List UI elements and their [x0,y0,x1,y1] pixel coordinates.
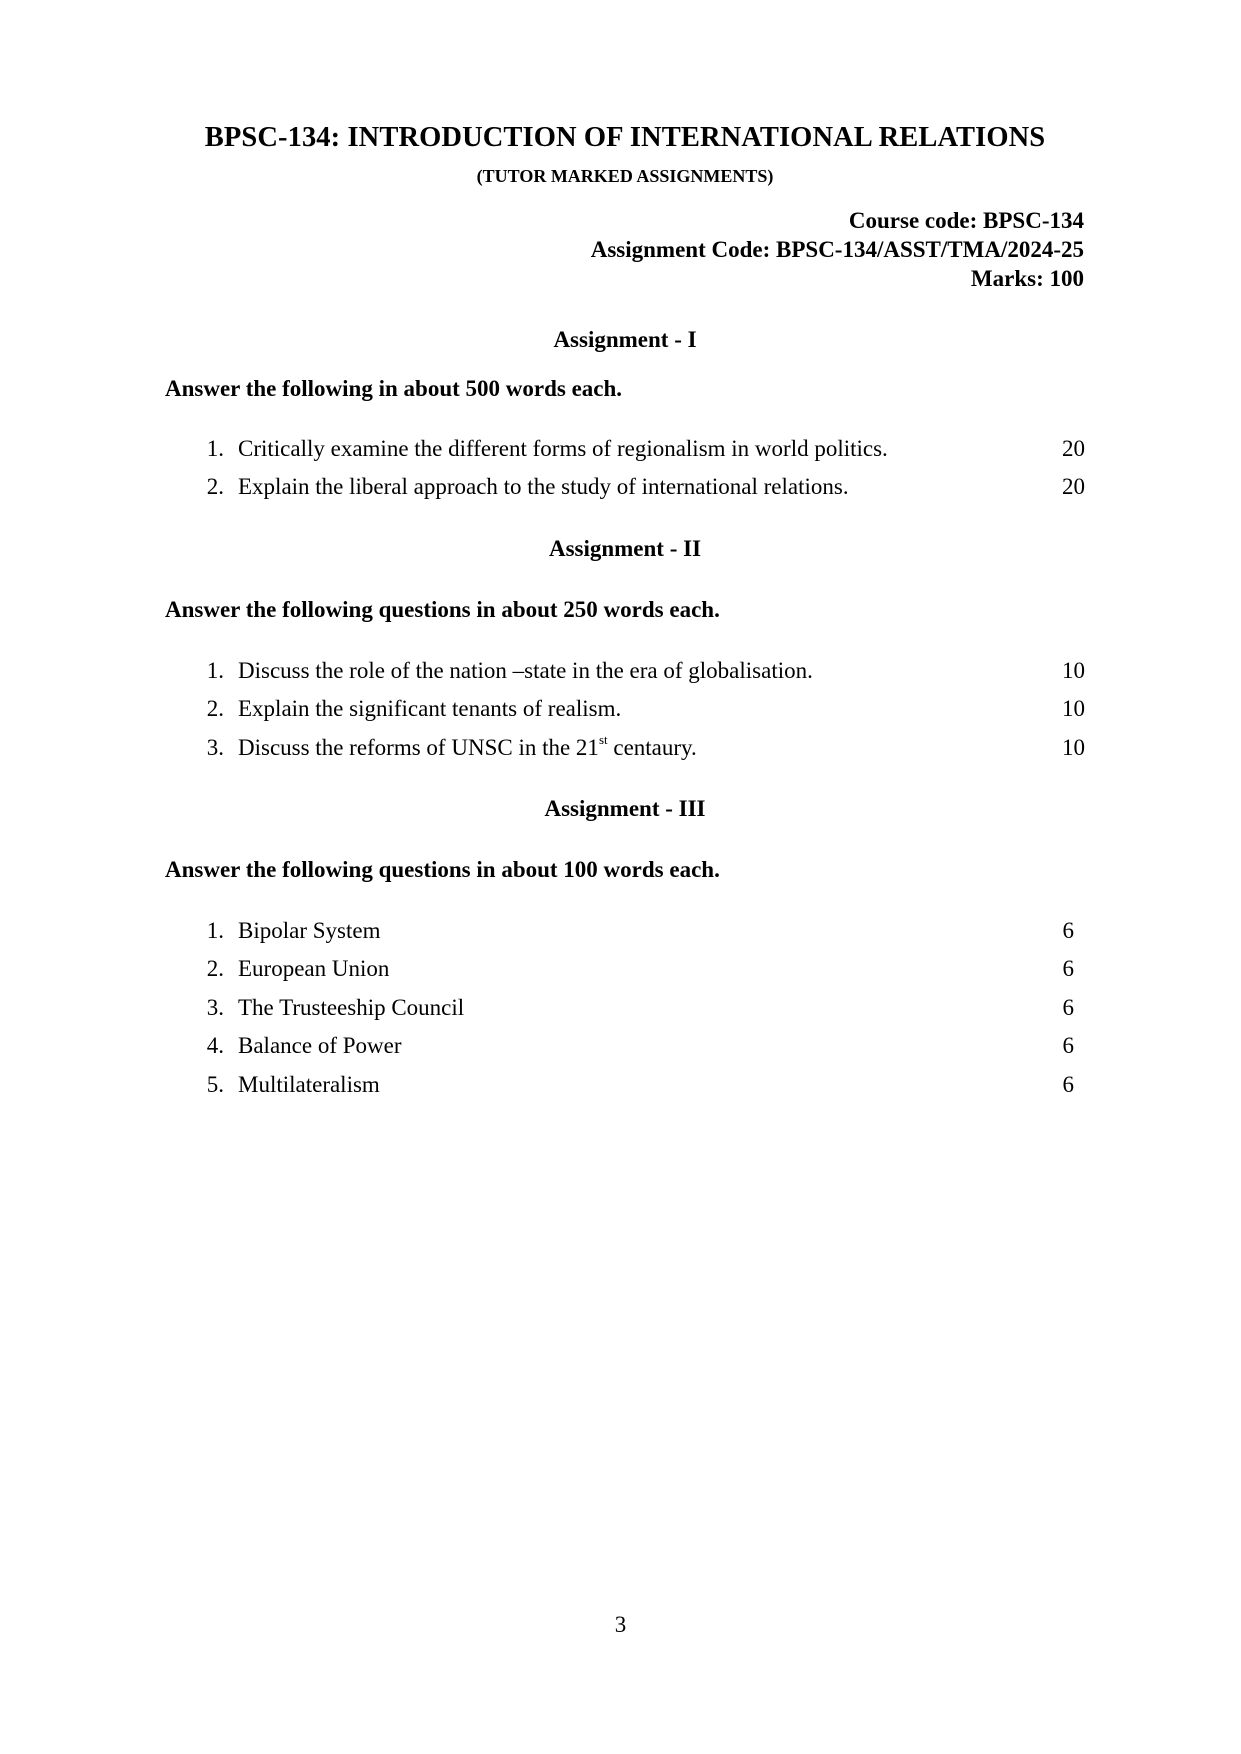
question-text: Multilateralism [238,1072,380,1097]
question-row [200,732,1085,767]
question-marks: 10 [1062,658,1085,683]
question-marks: 6 [1062,1072,1074,1097]
question-number: 2. [206,696,224,721]
question-row [200,995,1085,1027]
question-marks: 6 [1062,918,1074,943]
question-text: The Trusteeship Council [238,995,465,1020]
question-row [200,1033,1085,1065]
question-text: Explain the liberal approach to the study of international relations. [238,474,849,499]
question-number: 5. [206,1072,224,1097]
question-row [200,956,1085,988]
question-marks: 10 [1062,696,1085,721]
question-row [200,436,1085,468]
question-text [238,732,697,761]
question-text: Discuss the role of the nation –state in the era of globalisation. [238,658,813,683]
question-number: 1. [206,658,224,683]
assignment-3-instruction: Answer the following questions in about 100 words each. [165,857,720,882]
question-row [200,918,1085,950]
question-number: 1. [206,436,224,461]
question-text: European Union [238,956,390,981]
assignment-2-instruction: Answer the following questions in about 250 words each. [165,597,720,622]
ordinal-superscript: st [598,732,608,748]
question-text-tail: centaury. [607,735,697,760]
assignment-2-heading: Assignment - II [548,536,702,561]
question-row [200,696,1085,728]
question-marks: 20 [1062,436,1085,461]
question-text-main: Discuss the reforms of UNSC in the 21 [238,735,599,760]
assignment-1-heading: Assignment - I [553,327,697,352]
question-text: Balance of Power [238,1033,402,1058]
question-marks: 20 [1062,474,1085,499]
question-marks: 6 [1062,956,1074,981]
question-text: Critically examine the different forms of regionalism in world politics. [238,436,888,461]
total-marks: Marks: 100 [970,266,1084,291]
question-marks: 10 [1062,735,1085,760]
question-marks: 6 [1062,995,1074,1020]
question-text: Bipolar System [238,918,381,943]
question-row [200,658,1085,690]
question-number: 2. [206,474,224,499]
question-number: 2. [206,956,224,981]
question-row [200,1072,1085,1104]
question-row [200,474,1085,506]
question-number: 1. [206,918,224,943]
page-number: 3 [614,1612,627,1637]
document-title: BPSC-134: INTRODUCTION OF INTERNATIONAL RELATIONS [204,122,1046,153]
question-text: Explain the significant tenants of realism. [238,696,622,721]
question-number: 3. [206,995,224,1020]
question-number: 4. [206,1033,224,1058]
assignment-code: Assignment Code: BPSC-134/ASST/TMA/2024-25 [590,237,1084,262]
question-number: 3. [206,735,224,760]
question-marks: 6 [1062,1033,1074,1058]
course-code: Course code: BPSC-134 [848,208,1084,233]
assignment-3-heading: Assignment - III [544,796,706,821]
document-subtitle: (TUTOR MARKED ASSIGNMENTS) [476,166,774,186]
assignment-1-instruction: Answer the following in about 500 words each. [165,376,623,401]
